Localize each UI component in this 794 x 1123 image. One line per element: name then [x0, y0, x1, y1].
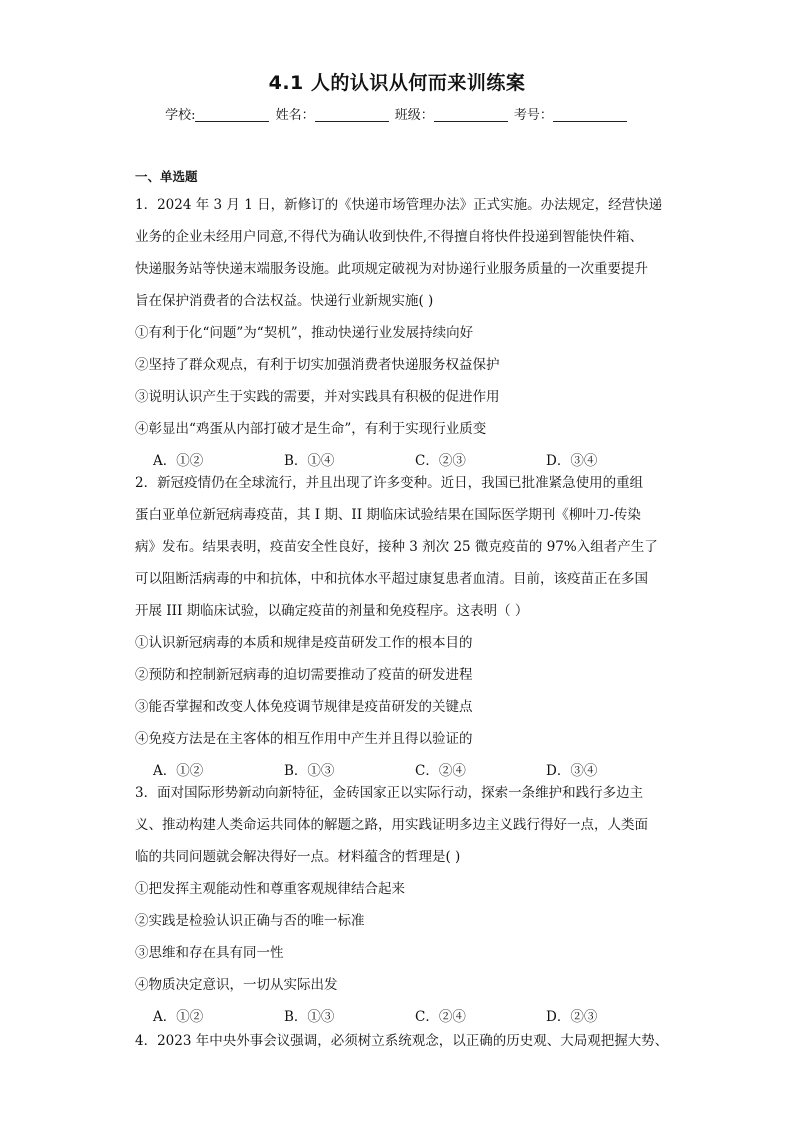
option-d[interactable]: D．②③	[546, 1009, 598, 1025]
option-d[interactable]: D．③④	[546, 453, 598, 469]
question-4	[135, 1025, 669, 1057]
statement-item: ③思维和存在具有同一性	[135, 945, 284, 961]
question-2	[135, 467, 660, 787]
name-label: 姓名：	[275, 108, 315, 123]
question-stem-line: 业务的企业未经用户同意,不得代为确认收到快件,不得擅自将快件投递到智能快件箱、	[135, 229, 644, 245]
statement-item: ②坚持了群众观点，有利于切实加强消费者快递服务权益保护	[135, 357, 500, 373]
question-stem-line: 1．2024 年 3 月 1 日，新修订的《快递市场管理办法》正式实施。办法规定，经营快递	[135, 197, 663, 213]
question-stem-line: 义、推动构建人类命运共同体的解题之路，用实践证明多边主义践行得好一点，人类面	[135, 817, 648, 833]
statement-item: ④免疫方法是在主客体的相互作用中产生并且得以验证的	[135, 731, 473, 747]
option-c[interactable]: C．②④	[415, 1009, 466, 1025]
statement-item: ③说明认识产生于实践的需要，并对实践具有积极的促进作用	[135, 389, 500, 405]
question-stem-line: 开展 III 期临床试验，以确定疫苗的剂量和免疫程序。这表明（ ）	[135, 603, 529, 619]
school-blank[interactable]	[195, 107, 269, 122]
question-stem-line: 3．面对国际形势新动向新特征，金砖国家正以实际行动，探索一条维护和践行多边主	[135, 785, 644, 801]
statement-item: ①有利于化“问题”为“契机”，推动快递行业发展持续向好	[135, 325, 474, 341]
statement-item: ②实践是检验认识正确与否的唯一标准	[135, 913, 365, 929]
option-d[interactable]: D．③④	[546, 763, 598, 779]
question-stem-line: 2．新冠疫情仍在全球流行，并且出现了许多变种。近日，我国已批准紧急使用的重组	[135, 475, 644, 491]
statement-item: ②预防和控制新冠病毒的迫切需要推动了疫苗的研发进程	[135, 667, 473, 683]
option-b[interactable]: B．①④	[284, 453, 335, 469]
statement-item: ①认识新冠病毒的本质和规律是疫苗研发工作的根本目的	[135, 635, 473, 651]
name-blank[interactable]	[315, 107, 389, 122]
student-info-line	[0, 104, 794, 123]
question-stem-line: 4．2023 年中央外事会议强调，必须树立系统观念，以正确的历史观、大局观把握大势、	[135, 1033, 669, 1049]
class-blank[interactable]	[434, 107, 508, 122]
option-b[interactable]: B．①③	[284, 763, 335, 779]
question-stem-line: 可以阻断活病毒的中和抗体，中和抗体水平超过康复患者血清。目前，该疫苗正在多国	[135, 571, 648, 587]
option-c[interactable]: C．②④	[415, 763, 466, 779]
statement-item: ③能否掌握和改变人体免疫调节规律是疫苗研发的关键点	[135, 699, 473, 715]
question-1	[135, 189, 663, 477]
section-heading: 一、单选题	[135, 169, 198, 184]
page-title: 4.1 人的认识从何而来训练案	[268, 72, 526, 94]
number-blank[interactable]	[553, 107, 627, 122]
option-a[interactable]: A．①②	[153, 763, 204, 779]
question-stem-line: 病》发布。结果表明，疫苗安全性良好，接种 3 剂次 25 微克疫苗的 97%入组者产生了	[135, 539, 658, 555]
question-stem-line: 旨在保护消费者的合法权益。快递行业新规实施( )	[135, 293, 434, 309]
option-c[interactable]: C．②③	[415, 453, 466, 469]
class-label: 班级：	[394, 108, 434, 123]
school-label: 学校:	[165, 108, 196, 123]
number-label: 考号：	[513, 108, 553, 123]
statement-item: ④彰显出“鸡蛋从内部打破才是生命”，有利于实现行业质变	[135, 421, 487, 437]
option-a[interactable]: A．①②	[153, 1009, 204, 1025]
question-3	[135, 777, 660, 1033]
option-a[interactable]: A．①②	[153, 453, 204, 469]
statement-item: ①把发挥主观能动性和尊重客观规律结合起来	[135, 881, 405, 897]
statement-item: ④物质决定意识，一切从实际出发	[135, 977, 338, 993]
question-stem-line: 蛋白亚单位新冠病毒疫苗，其 I 期、II 期临床试验结果在国际医学期刊《柳叶刀-传染	[135, 507, 641, 523]
question-stem-line: 快递服务站等快递末端服务设施。此项规定破视为对协递行业服务质量的一次重要提升	[135, 261, 648, 277]
option-b[interactable]: B．①③	[284, 1009, 335, 1025]
question-stem-line: 临的共同问题就会解决得好一点。材料蕴含的哲理是( )	[135, 849, 461, 865]
